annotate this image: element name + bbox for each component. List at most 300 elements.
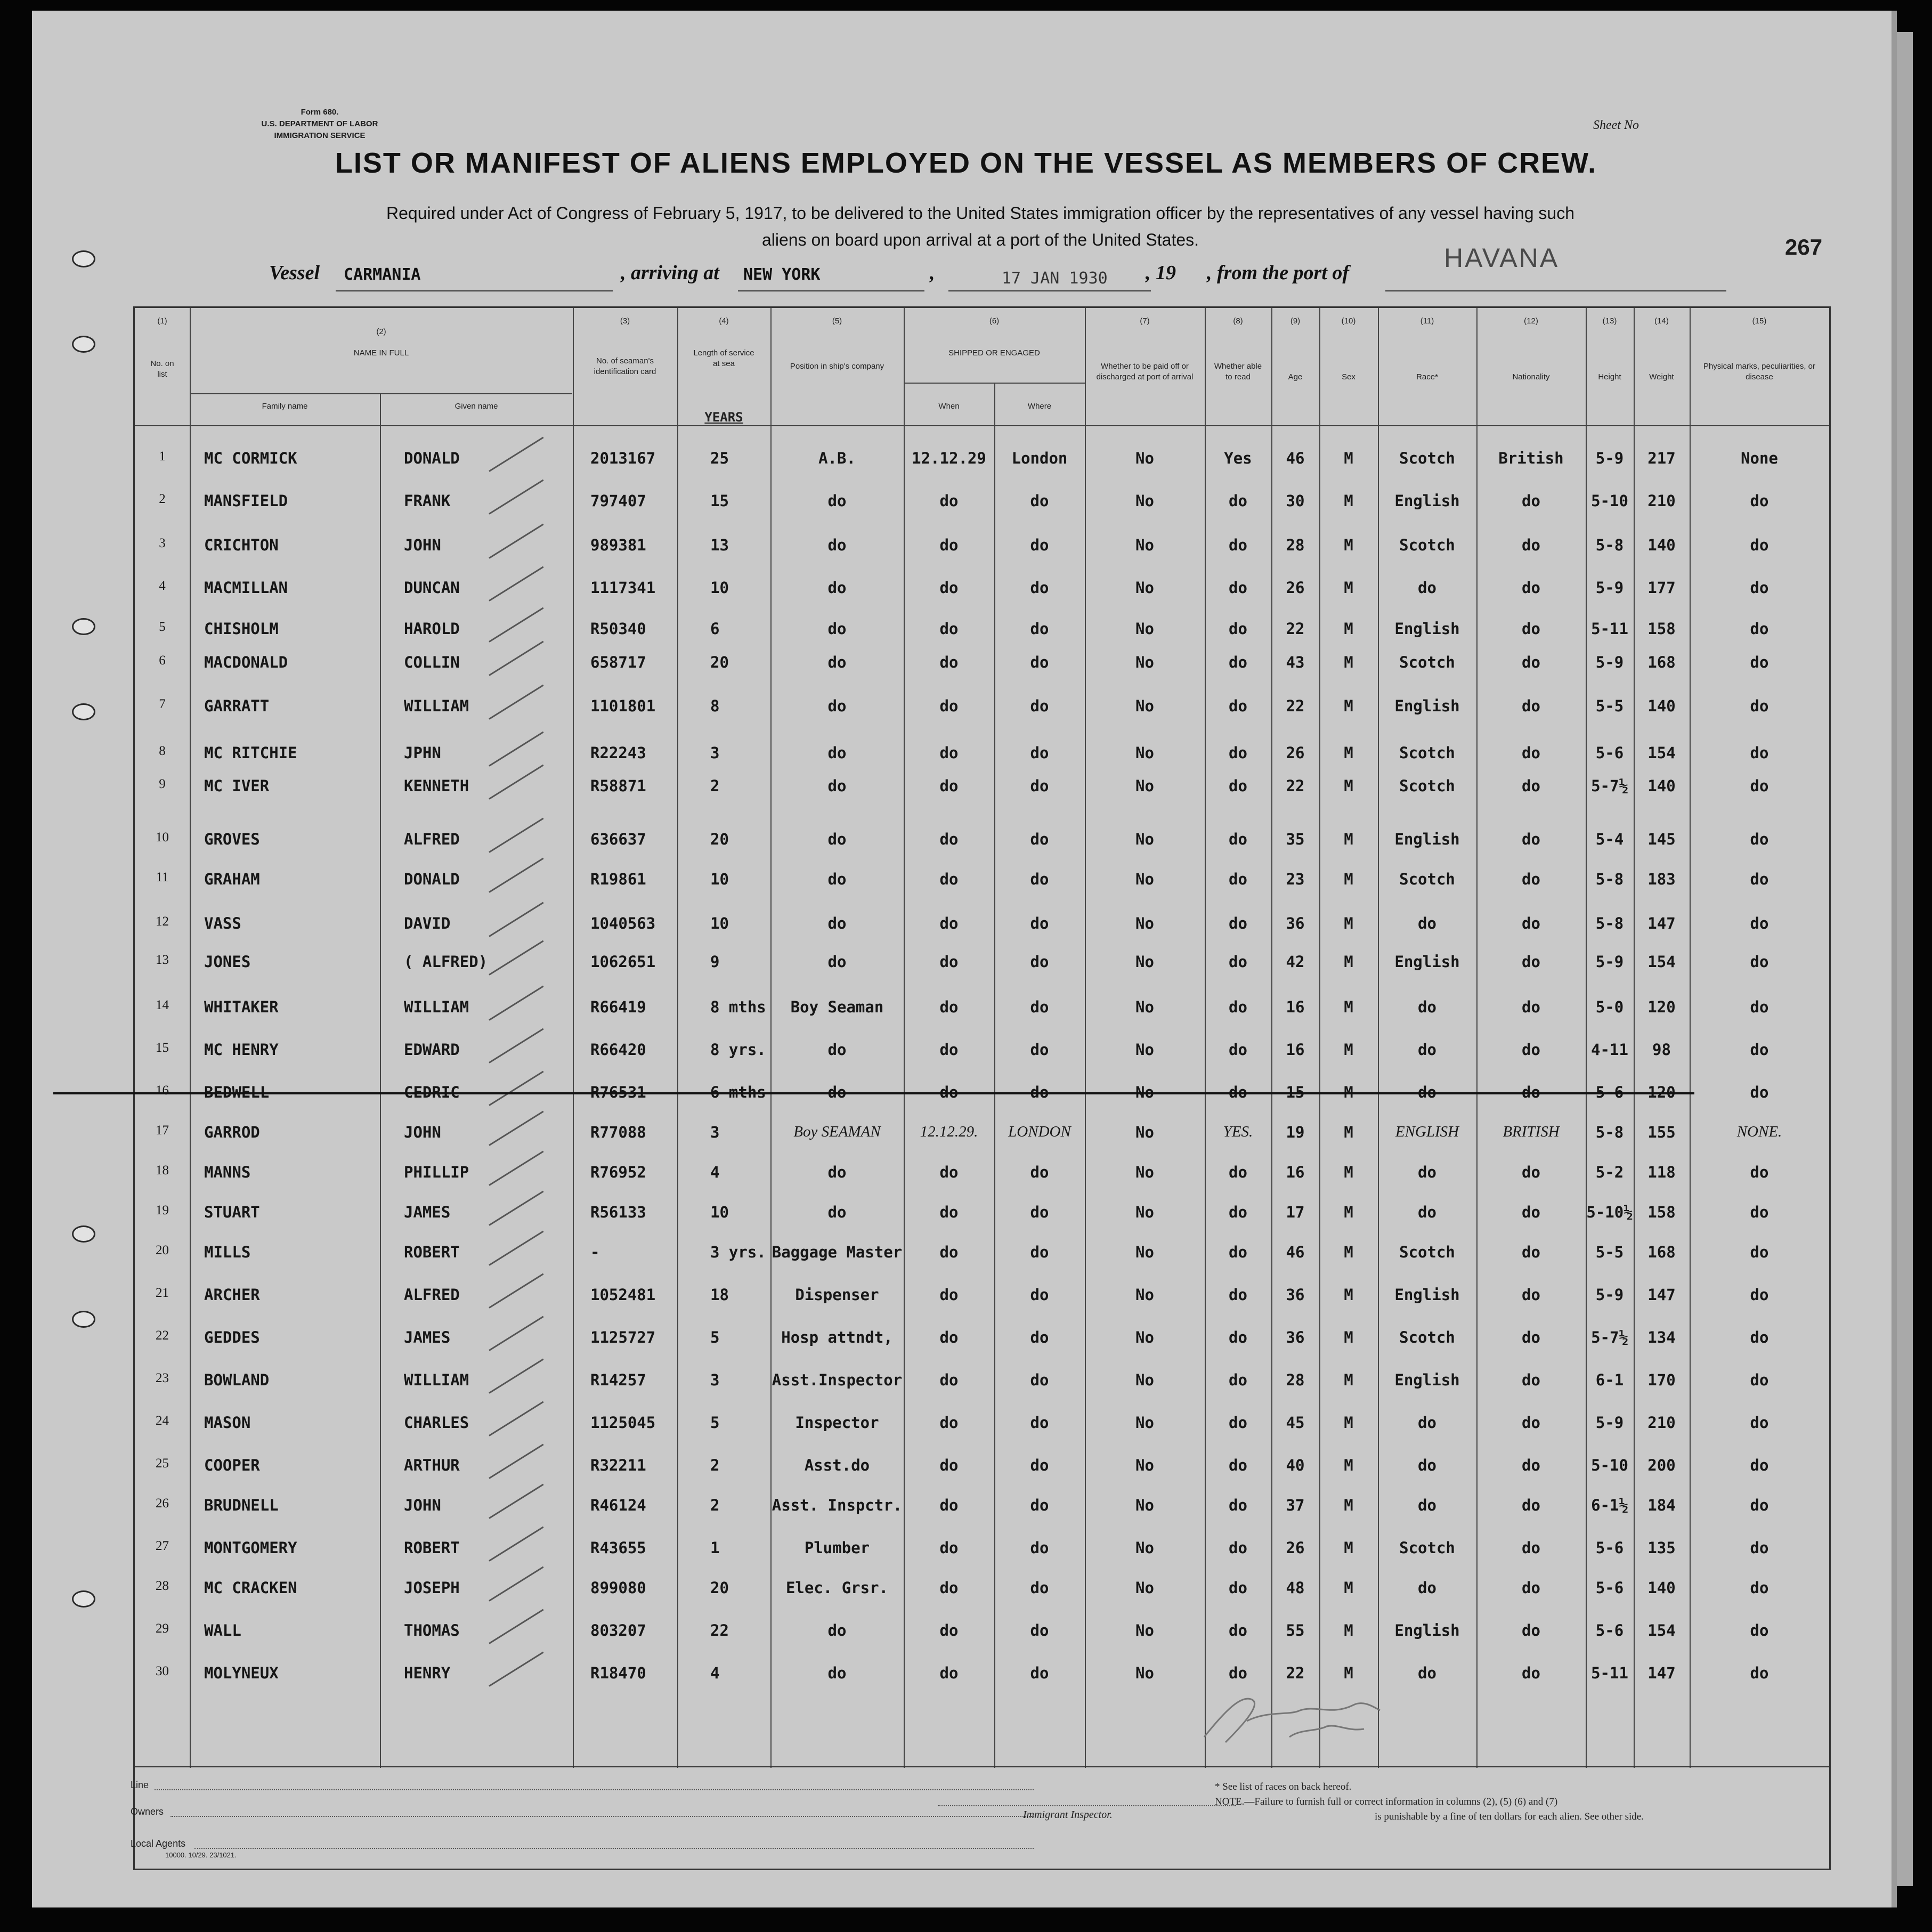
given-name: WILLIAM — [404, 998, 469, 1016]
physical-marks: do — [1750, 579, 1769, 597]
length-of-service: 6 — [710, 620, 720, 638]
ship-position: do — [827, 777, 847, 795]
nationality: do — [1522, 998, 1540, 1016]
family-name: MC IVER — [204, 777, 270, 795]
length-of-service: 10 — [710, 579, 729, 597]
family-name: GROVES — [204, 830, 260, 848]
header-family-name: Family name — [262, 402, 308, 411]
ship-position: do — [827, 536, 847, 554]
paid-off-at-arrival: No — [1135, 1414, 1154, 1432]
table-row — [135, 1414, 1829, 1451]
paid-off-at-arrival: No — [1135, 1496, 1154, 1514]
engaged-where: do — [1030, 579, 1049, 597]
row-number: 22 — [156, 1328, 169, 1343]
length-of-service: 5 — [710, 1414, 720, 1432]
table-row — [135, 1371, 1829, 1408]
weight: 135 — [1647, 1539, 1676, 1557]
able-to-read: do — [1229, 492, 1247, 510]
able-to-read: do — [1229, 777, 1247, 795]
paid-off-at-arrival: No — [1135, 744, 1154, 762]
engaged-when: do — [939, 830, 959, 848]
header-sex: Sex — [1342, 372, 1355, 381]
weight: 217 — [1647, 449, 1676, 467]
sex: M — [1344, 697, 1353, 715]
engaged-when: do — [939, 492, 959, 510]
header-shipped: SHIPPED OR ENGAGED — [948, 348, 1040, 358]
col-num: (11) — [1420, 316, 1434, 326]
sex: M — [1344, 914, 1353, 932]
paid-off-at-arrival: No — [1135, 1203, 1154, 1221]
seaman-card-number: 803207 — [590, 1621, 646, 1639]
engaged-where: do — [1030, 953, 1049, 971]
sex: M — [1344, 620, 1353, 638]
race: Scotch — [1399, 653, 1455, 671]
age: 46 — [1286, 449, 1305, 467]
physical-marks: do — [1750, 1496, 1769, 1514]
nationality: do — [1522, 777, 1540, 795]
length-of-service: 3 yrs. — [710, 1243, 766, 1261]
table-row — [135, 1579, 1829, 1616]
length-of-service: 18 — [710, 1286, 729, 1304]
header-rule — [135, 425, 1829, 426]
race: do — [1418, 1083, 1436, 1101]
physical-marks: do — [1750, 914, 1769, 932]
departure-port-stamp: HAVANA — [1444, 243, 1560, 273]
physical-marks: do — [1750, 1243, 1769, 1261]
inspector-rule — [938, 1805, 1236, 1806]
family-name: MACDONALD — [204, 653, 288, 671]
height: 5-2 — [1595, 1163, 1624, 1181]
seaman-card-number: 658717 — [590, 653, 646, 671]
race: do — [1418, 1041, 1436, 1059]
height: 4-11 — [1591, 1041, 1628, 1059]
race: Scotch — [1399, 744, 1455, 762]
header-age: Age — [1288, 372, 1303, 381]
sex: M — [1344, 1371, 1353, 1389]
age: 15 — [1286, 1083, 1305, 1101]
family-name: MONTGOMERY — [204, 1539, 297, 1557]
punch-hole — [72, 250, 95, 267]
engaged-when: do — [939, 1539, 959, 1557]
sex: M — [1344, 1243, 1353, 1261]
length-of-service: 2 — [710, 777, 720, 795]
ship-position: do — [827, 914, 847, 932]
ship-position: Asst.do — [804, 1456, 870, 1474]
family-name: GEDDES — [204, 1328, 260, 1346]
seaman-card-number: 899080 — [590, 1579, 646, 1597]
length-of-service: 8 yrs. — [710, 1041, 766, 1059]
family-name: MC RITCHIE — [204, 744, 297, 762]
height: 5-9 — [1595, 449, 1624, 467]
length-of-service: 22 — [710, 1621, 729, 1639]
age: 35 — [1286, 830, 1305, 848]
col-num: (4) — [719, 316, 729, 326]
engaged-where: do — [1030, 1083, 1049, 1101]
paid-off-at-arrival: No — [1135, 914, 1154, 932]
height: 5-9 — [1595, 653, 1624, 671]
paid-off-at-arrival: No — [1135, 492, 1154, 510]
sex: M — [1344, 998, 1353, 1016]
nationality: do — [1522, 953, 1540, 971]
age: 55 — [1286, 1621, 1305, 1639]
weight: 183 — [1647, 870, 1676, 888]
paid-off-at-arrival: No — [1135, 830, 1154, 848]
family-name: VASS — [204, 914, 241, 932]
row-number: 15 — [156, 1041, 169, 1055]
ship-position: A.B. — [818, 449, 856, 467]
table-row — [135, 1083, 1829, 1121]
able-to-read: do — [1229, 1163, 1247, 1181]
engaged-when: do — [939, 870, 959, 888]
family-name: WHITAKER — [204, 998, 279, 1016]
length-of-service: 2 — [710, 1456, 720, 1474]
engaged-where: London — [1011, 449, 1068, 467]
row-number: 24 — [156, 1414, 169, 1428]
table-row — [135, 998, 1829, 1035]
ship-position: do — [827, 1041, 847, 1059]
seaman-card-number: 1125045 — [590, 1414, 656, 1432]
family-name: ARCHER — [204, 1286, 260, 1304]
race: Scotch — [1399, 777, 1455, 795]
row-number: 18 — [156, 1163, 169, 1178]
engaged-when: do — [939, 1203, 959, 1221]
seaman-card-number: R22243 — [590, 744, 646, 762]
engaged-where: do — [1030, 1371, 1049, 1389]
sex: M — [1344, 1414, 1353, 1432]
race: English — [1394, 492, 1460, 510]
family-name: MANNS — [204, 1163, 251, 1181]
able-to-read: do — [1229, 744, 1247, 762]
name-subheader-rule — [190, 393, 572, 394]
age: 26 — [1286, 744, 1305, 762]
able-to-read: do — [1229, 1328, 1247, 1346]
ship-position: Asst.Inspector — [772, 1371, 903, 1389]
engaged-where: do — [1030, 1621, 1049, 1639]
family-name: MASON — [204, 1414, 251, 1432]
paid-off-at-arrival: No — [1135, 1371, 1154, 1389]
punch-hole — [72, 1311, 95, 1328]
engaged-where: do — [1030, 620, 1049, 638]
physical-marks: do — [1750, 830, 1769, 848]
height: 6-1½ — [1591, 1496, 1628, 1514]
given-name: ROBERT — [404, 1243, 460, 1261]
engaged-when: do — [939, 1041, 959, 1059]
fine-note-1: NOTE.—Failure to furnish full or correct information in columns (2), (5) (6) and (7) — [1215, 1796, 1558, 1807]
ship-position: do — [827, 1621, 847, 1639]
physical-marks: do — [1750, 1414, 1769, 1432]
weight: 145 — [1647, 830, 1676, 848]
col-num: (10) — [1341, 316, 1356, 326]
age: 36 — [1286, 1328, 1305, 1346]
table-row — [135, 1456, 1829, 1493]
nationality: do — [1522, 1456, 1540, 1474]
weight: 120 — [1647, 1083, 1676, 1101]
engaged-when: do — [939, 998, 959, 1016]
able-to-read: do — [1229, 653, 1247, 671]
paid-off-at-arrival: No — [1135, 1328, 1154, 1346]
weight: 155 — [1647, 1123, 1676, 1141]
ship-position: do — [827, 579, 847, 597]
engaged-when: do — [939, 1664, 959, 1682]
table-row — [135, 579, 1829, 616]
able-to-read: YES. — [1223, 1123, 1253, 1140]
engaged-where: do — [1030, 1041, 1049, 1059]
ship-position: Asst. Inspctr. — [772, 1496, 903, 1514]
paid-off-at-arrival: No — [1135, 620, 1154, 638]
header-nationality: Nationality — [1512, 372, 1550, 381]
sex: M — [1344, 1123, 1353, 1141]
physical-marks: do — [1750, 1371, 1769, 1389]
form-header — [250, 107, 389, 142]
physical-marks: do — [1750, 1041, 1769, 1059]
age: 36 — [1286, 1286, 1305, 1304]
given-name: DUNCAN — [404, 579, 460, 597]
physical-marks: do — [1750, 870, 1769, 888]
seaman-card-number: 797407 — [590, 492, 646, 510]
nationality: do — [1522, 1414, 1540, 1432]
family-name: MILLS — [204, 1243, 251, 1261]
page-number: 267 — [1785, 234, 1823, 259]
print-code: 10000. 10/29. 23/1021. — [165, 1851, 237, 1859]
physical-marks: do — [1750, 620, 1769, 638]
height: 5-10½ — [1586, 1203, 1633, 1221]
given-name: JOSEPH — [404, 1579, 460, 1597]
able-to-read: do — [1229, 1579, 1247, 1597]
family-name: STUART — [204, 1203, 260, 1221]
length-of-service: 10 — [710, 870, 729, 888]
footer-notes — [1215, 1780, 1828, 1824]
given-name: JAMES — [404, 1328, 451, 1346]
paid-off-at-arrival: No — [1135, 653, 1154, 671]
seaman-card-number: R56133 — [590, 1203, 646, 1221]
weight: 184 — [1647, 1496, 1676, 1514]
length-of-service: 25 — [710, 449, 729, 467]
paid-off-at-arrival: No — [1135, 697, 1154, 715]
header-seaman-card: No. of seaman's identification card — [594, 356, 656, 376]
family-name: CRICHTON — [204, 536, 279, 554]
header-no-on-list: No. on list — [150, 359, 174, 379]
paid-off-at-arrival: No — [1135, 1286, 1154, 1304]
sex: M — [1344, 1083, 1353, 1101]
weight: 170 — [1647, 1371, 1676, 1389]
family-name: GARROD — [204, 1123, 260, 1141]
length-of-service: 8 mths — [710, 998, 766, 1016]
table-row — [135, 1328, 1829, 1366]
nationality: do — [1522, 492, 1540, 510]
seaman-card-number: 636637 — [590, 830, 646, 848]
punch-hole — [72, 1225, 95, 1243]
table-row — [135, 449, 1829, 486]
row-number: 19 — [156, 1203, 169, 1217]
punch-hole — [72, 1590, 95, 1608]
seaman-card-number: 1101801 — [590, 697, 656, 715]
engaged-where: do — [1030, 697, 1049, 715]
punch-hole — [72, 703, 95, 720]
paid-off-at-arrival: No — [1135, 449, 1154, 467]
nationality: do — [1522, 1579, 1540, 1597]
weight: 154 — [1647, 744, 1676, 762]
seaman-card-number: R77088 — [590, 1123, 646, 1141]
nationality: do — [1522, 1539, 1540, 1557]
ship-position: do — [827, 492, 847, 510]
engaged-when: do — [939, 1163, 959, 1181]
physical-marks: do — [1750, 1328, 1769, 1346]
height: 5-7½ — [1591, 777, 1628, 795]
weight: 120 — [1647, 998, 1676, 1016]
col-num: (7) — [1140, 316, 1150, 326]
family-name: WALL — [204, 1621, 241, 1639]
paid-off-at-arrival: No — [1135, 1579, 1154, 1597]
physical-marks: do — [1750, 1286, 1769, 1304]
able-to-read: do — [1229, 830, 1247, 848]
engaged-where: do — [1030, 653, 1049, 671]
race: do — [1418, 579, 1436, 597]
given-name: CEDRIC — [404, 1083, 460, 1101]
race: English — [1394, 953, 1460, 971]
nationality: do — [1522, 536, 1540, 554]
race: Scotch — [1399, 536, 1455, 554]
form-service: IMMIGRATION SERVICE — [274, 131, 366, 140]
engaged-when: do — [939, 953, 959, 971]
header-position: Position in ship's company — [790, 362, 884, 371]
nationality: do — [1522, 1328, 1540, 1346]
seaman-card-number: - — [590, 1243, 600, 1261]
race: English — [1394, 620, 1460, 638]
engaged-where: LONDON — [1008, 1123, 1071, 1140]
length-of-service: 4 — [710, 1664, 720, 1682]
weight: 168 — [1647, 1243, 1676, 1261]
length-of-service: 13 — [710, 536, 729, 554]
weight: 134 — [1647, 1328, 1676, 1346]
paid-off-at-arrival: No — [1135, 1041, 1154, 1059]
able-to-read: do — [1229, 1456, 1247, 1474]
height: 5-5 — [1595, 697, 1624, 715]
ship-position: do — [827, 620, 847, 638]
sex: M — [1344, 579, 1353, 597]
race: do — [1418, 1414, 1436, 1432]
seaman-card-number: 2013167 — [590, 449, 656, 467]
given-name: CHARLES — [404, 1414, 469, 1432]
age: 19 — [1286, 1123, 1305, 1141]
col-num: (15) — [1752, 316, 1767, 326]
sex: M — [1344, 492, 1353, 510]
physical-marks: do — [1750, 1163, 1769, 1181]
age: 22 — [1286, 697, 1305, 715]
family-name: BEDWELL — [204, 1083, 270, 1101]
ship-position: do — [827, 870, 847, 888]
row-16-strikethrough — [53, 1092, 1694, 1094]
able-to-read: do — [1229, 914, 1247, 932]
col-num: (14) — [1654, 316, 1669, 326]
length-of-service: 10 — [710, 1203, 729, 1221]
date-underline — [948, 290, 1151, 291]
age: 42 — [1286, 953, 1305, 971]
nationality: do — [1522, 620, 1540, 638]
engaged-where: do — [1030, 870, 1049, 888]
length-of-service: 20 — [710, 653, 729, 671]
table-row — [135, 777, 1829, 814]
row-number: 2 — [159, 492, 166, 506]
col-num: (5) — [832, 316, 842, 326]
punch-hole — [72, 336, 95, 353]
height: 5-9 — [1595, 1286, 1624, 1304]
sex: M — [1344, 1664, 1353, 1682]
able-to-read: do — [1229, 1083, 1247, 1101]
length-of-service: 4 — [710, 1163, 720, 1181]
weight: 177 — [1647, 579, 1676, 597]
paid-off-at-arrival: No — [1135, 1456, 1154, 1474]
given-name: JAMES — [404, 1203, 451, 1221]
weight: 154 — [1647, 953, 1676, 971]
age: 23 — [1286, 870, 1305, 888]
physical-marks: do — [1750, 1621, 1769, 1639]
row-number: 30 — [156, 1664, 169, 1678]
nationality: do — [1522, 1371, 1540, 1389]
seaman-card-number: R14257 — [590, 1371, 646, 1389]
engaged-when: do — [939, 1371, 959, 1389]
given-name: PHILLIP — [404, 1163, 469, 1181]
family-name: BRUDNELL — [204, 1496, 279, 1514]
row-number: 28 — [156, 1579, 169, 1593]
seaman-card-number: R46124 — [590, 1496, 646, 1514]
age: 37 — [1286, 1496, 1305, 1514]
family-name: MC CRACKEN — [204, 1579, 297, 1597]
seaman-card-number: R43655 — [590, 1539, 646, 1557]
paid-off-at-arrival: No — [1135, 777, 1154, 795]
table-row — [135, 1496, 1829, 1533]
comma-separator: , — [930, 262, 935, 284]
table-row — [135, 653, 1829, 691]
sex: M — [1344, 536, 1353, 554]
col-num: (9) — [1290, 316, 1301, 326]
vessel-name: CARMANIA — [344, 265, 421, 284]
height: 5-6 — [1595, 1539, 1624, 1557]
col-num: (8) — [1233, 316, 1243, 326]
col-num: (6) — [989, 316, 1000, 326]
engaged-when: do — [939, 744, 959, 762]
height: 5-9 — [1595, 579, 1624, 597]
row-number: 11 — [156, 870, 169, 884]
engaged-where: do — [1030, 1203, 1049, 1221]
sex: M — [1344, 1328, 1353, 1346]
ship-position: Dispenser — [795, 1286, 879, 1304]
able-to-read: do — [1229, 579, 1247, 597]
engaged-where: do — [1030, 1456, 1049, 1474]
height: 5-7½ — [1591, 1328, 1628, 1346]
given-name: THOMAS — [404, 1621, 460, 1639]
engaged-when: do — [939, 1328, 959, 1346]
height: 5-4 — [1595, 830, 1624, 848]
arriving-label: , arriving at — [621, 262, 719, 284]
col-num: (2) — [376, 327, 386, 336]
able-to-read: do — [1229, 1414, 1247, 1432]
engaged-where: do — [1030, 1414, 1049, 1432]
row-number: 1 — [159, 449, 166, 464]
seaman-card-number: R19861 — [590, 870, 646, 888]
ship-position: Elec. Grsr. — [785, 1579, 889, 1597]
nationality: do — [1522, 1041, 1540, 1059]
height: 5-6 — [1595, 744, 1624, 762]
physical-marks: do — [1750, 998, 1769, 1016]
line-rule — [155, 1789, 1034, 1790]
nationality: do — [1522, 1664, 1540, 1682]
col-num: (3) — [620, 316, 630, 326]
sex: M — [1344, 953, 1353, 971]
age: 16 — [1286, 1041, 1305, 1059]
table-row — [135, 536, 1829, 573]
header-when: When — [938, 402, 960, 411]
given-name: WILLIAM — [404, 1371, 469, 1389]
